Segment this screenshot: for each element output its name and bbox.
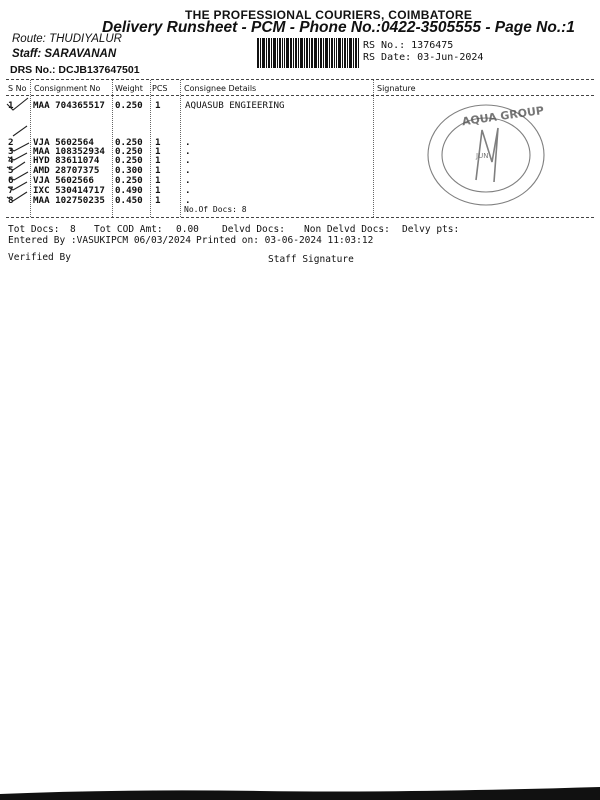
stamp-date: JUN (476, 152, 489, 160)
drs-number: DRS No.: DCJB137647501 (10, 64, 140, 76)
row-weight: 0.250 (115, 175, 143, 186)
row-consignment-no: MAA 108352934 (33, 146, 105, 157)
company-stamp (424, 100, 554, 210)
row-sno: 4 (8, 155, 14, 166)
tot-cod-label: Tot COD Amt: (94, 224, 163, 235)
row-weight: 0.250 (115, 137, 143, 148)
row-consignment-no: HYD 83611074 (33, 155, 100, 166)
row-sno: 1 (8, 100, 14, 111)
company-name: THE PROFESSIONAL COURIERS, COIMBATORE (185, 8, 473, 22)
entered-by: Entered By :VASUKIPCM 06/03/2024 (8, 235, 192, 246)
staff-label: Staff: SARAVANAN (12, 48, 117, 60)
staff-signature-label: Staff Signature (268, 254, 354, 265)
delvd-docs-label: Delvd Docs: (222, 224, 285, 235)
row-consignee: . (185, 146, 191, 157)
row-consignee: . (185, 155, 191, 166)
barcode-image (257, 38, 359, 68)
row-sno: 2 (8, 137, 14, 148)
row-weight: 0.250 (115, 155, 143, 166)
column-header-pcs: PCS (152, 84, 168, 93)
row-weight: 0.250 (115, 146, 143, 157)
row-sno: 7 (8, 185, 14, 196)
column-header-weight: Weight (115, 84, 143, 93)
row-pcs: 1 (155, 137, 161, 148)
row-weight: 0.250 (115, 100, 143, 111)
tot-docs-label: Tot Docs: (8, 224, 60, 235)
row-consignment-no: MAA 704365517 (33, 100, 105, 111)
row-pcs: 1 (155, 165, 161, 176)
row-consignee: . (185, 165, 191, 176)
row-consignee: . (185, 137, 191, 148)
row-consignment-no: IXC 530414717 (33, 185, 105, 196)
table-top-rule (6, 79, 594, 80)
delvy-pts-label: Delvy pts: (402, 224, 460, 235)
handwritten-tick-marks (3, 96, 33, 216)
column-header-signature: Signature (377, 84, 416, 93)
tot-docs-value: 8 (70, 224, 76, 235)
row-consignment-no: AMD 28707375 (33, 165, 100, 176)
row-consignment-no: VJA 5602566 (33, 175, 94, 186)
row-sno: 8 (8, 195, 14, 206)
column-header-consignment: Consignment No (34, 84, 101, 93)
row-consignment-no: MAA 102750235 (33, 195, 105, 206)
column-divider (373, 80, 374, 217)
row-consignment-no: VJA 5602564 (33, 137, 94, 148)
row-sno: 6 (8, 175, 14, 186)
row-weight: 0.300 (115, 165, 143, 176)
verified-by-label: Verified By (8, 252, 71, 263)
row-consignee: . (185, 195, 191, 206)
no-of-docs: No.Of Docs: 8 (184, 205, 247, 214)
row-consignee: . (185, 175, 191, 186)
route-label: Route: THUDIYALUR (12, 33, 122, 45)
scan-edge-shadow (0, 785, 600, 800)
stamp-text: AQUA GROUP (461, 103, 545, 129)
column-header-sno: S No (8, 84, 27, 93)
rs-number: RS No.: 1376475 (363, 40, 454, 51)
column-divider (180, 80, 181, 217)
row-pcs: 1 (155, 155, 161, 166)
row-weight: 0.490 (115, 185, 143, 196)
rs-date: RS Date: 03-Jun-2024 (363, 52, 484, 63)
row-pcs: 1 (155, 100, 161, 111)
printed-on: Printed on: 03-06-2024 11:03:12 (196, 235, 374, 246)
row-consignee: AQUASUB ENGIEERING (185, 100, 285, 111)
tot-cod-value: 0.00 (176, 224, 199, 235)
table-header-rule (6, 95, 594, 96)
row-sno: 5 (8, 165, 14, 176)
row-pcs: 1 (155, 195, 161, 206)
row-consignee: . (185, 185, 191, 196)
column-divider (150, 80, 151, 217)
row-weight: 0.450 (115, 195, 143, 206)
row-sno: 3 (8, 146, 14, 157)
row-pcs: 1 (155, 146, 161, 157)
row-pcs: 1 (155, 175, 161, 186)
column-header-consignee: Consignee Details (184, 84, 257, 93)
document-title: Delivery Runsheet - PCM - Phone No.:0422-3505555 - Page No.:1 (102, 19, 575, 36)
table-bottom-rule (6, 217, 594, 218)
row-pcs: 1 (155, 185, 161, 196)
column-divider (112, 80, 113, 217)
non-delvd-docs-label: Non Delvd Docs: (304, 224, 390, 235)
